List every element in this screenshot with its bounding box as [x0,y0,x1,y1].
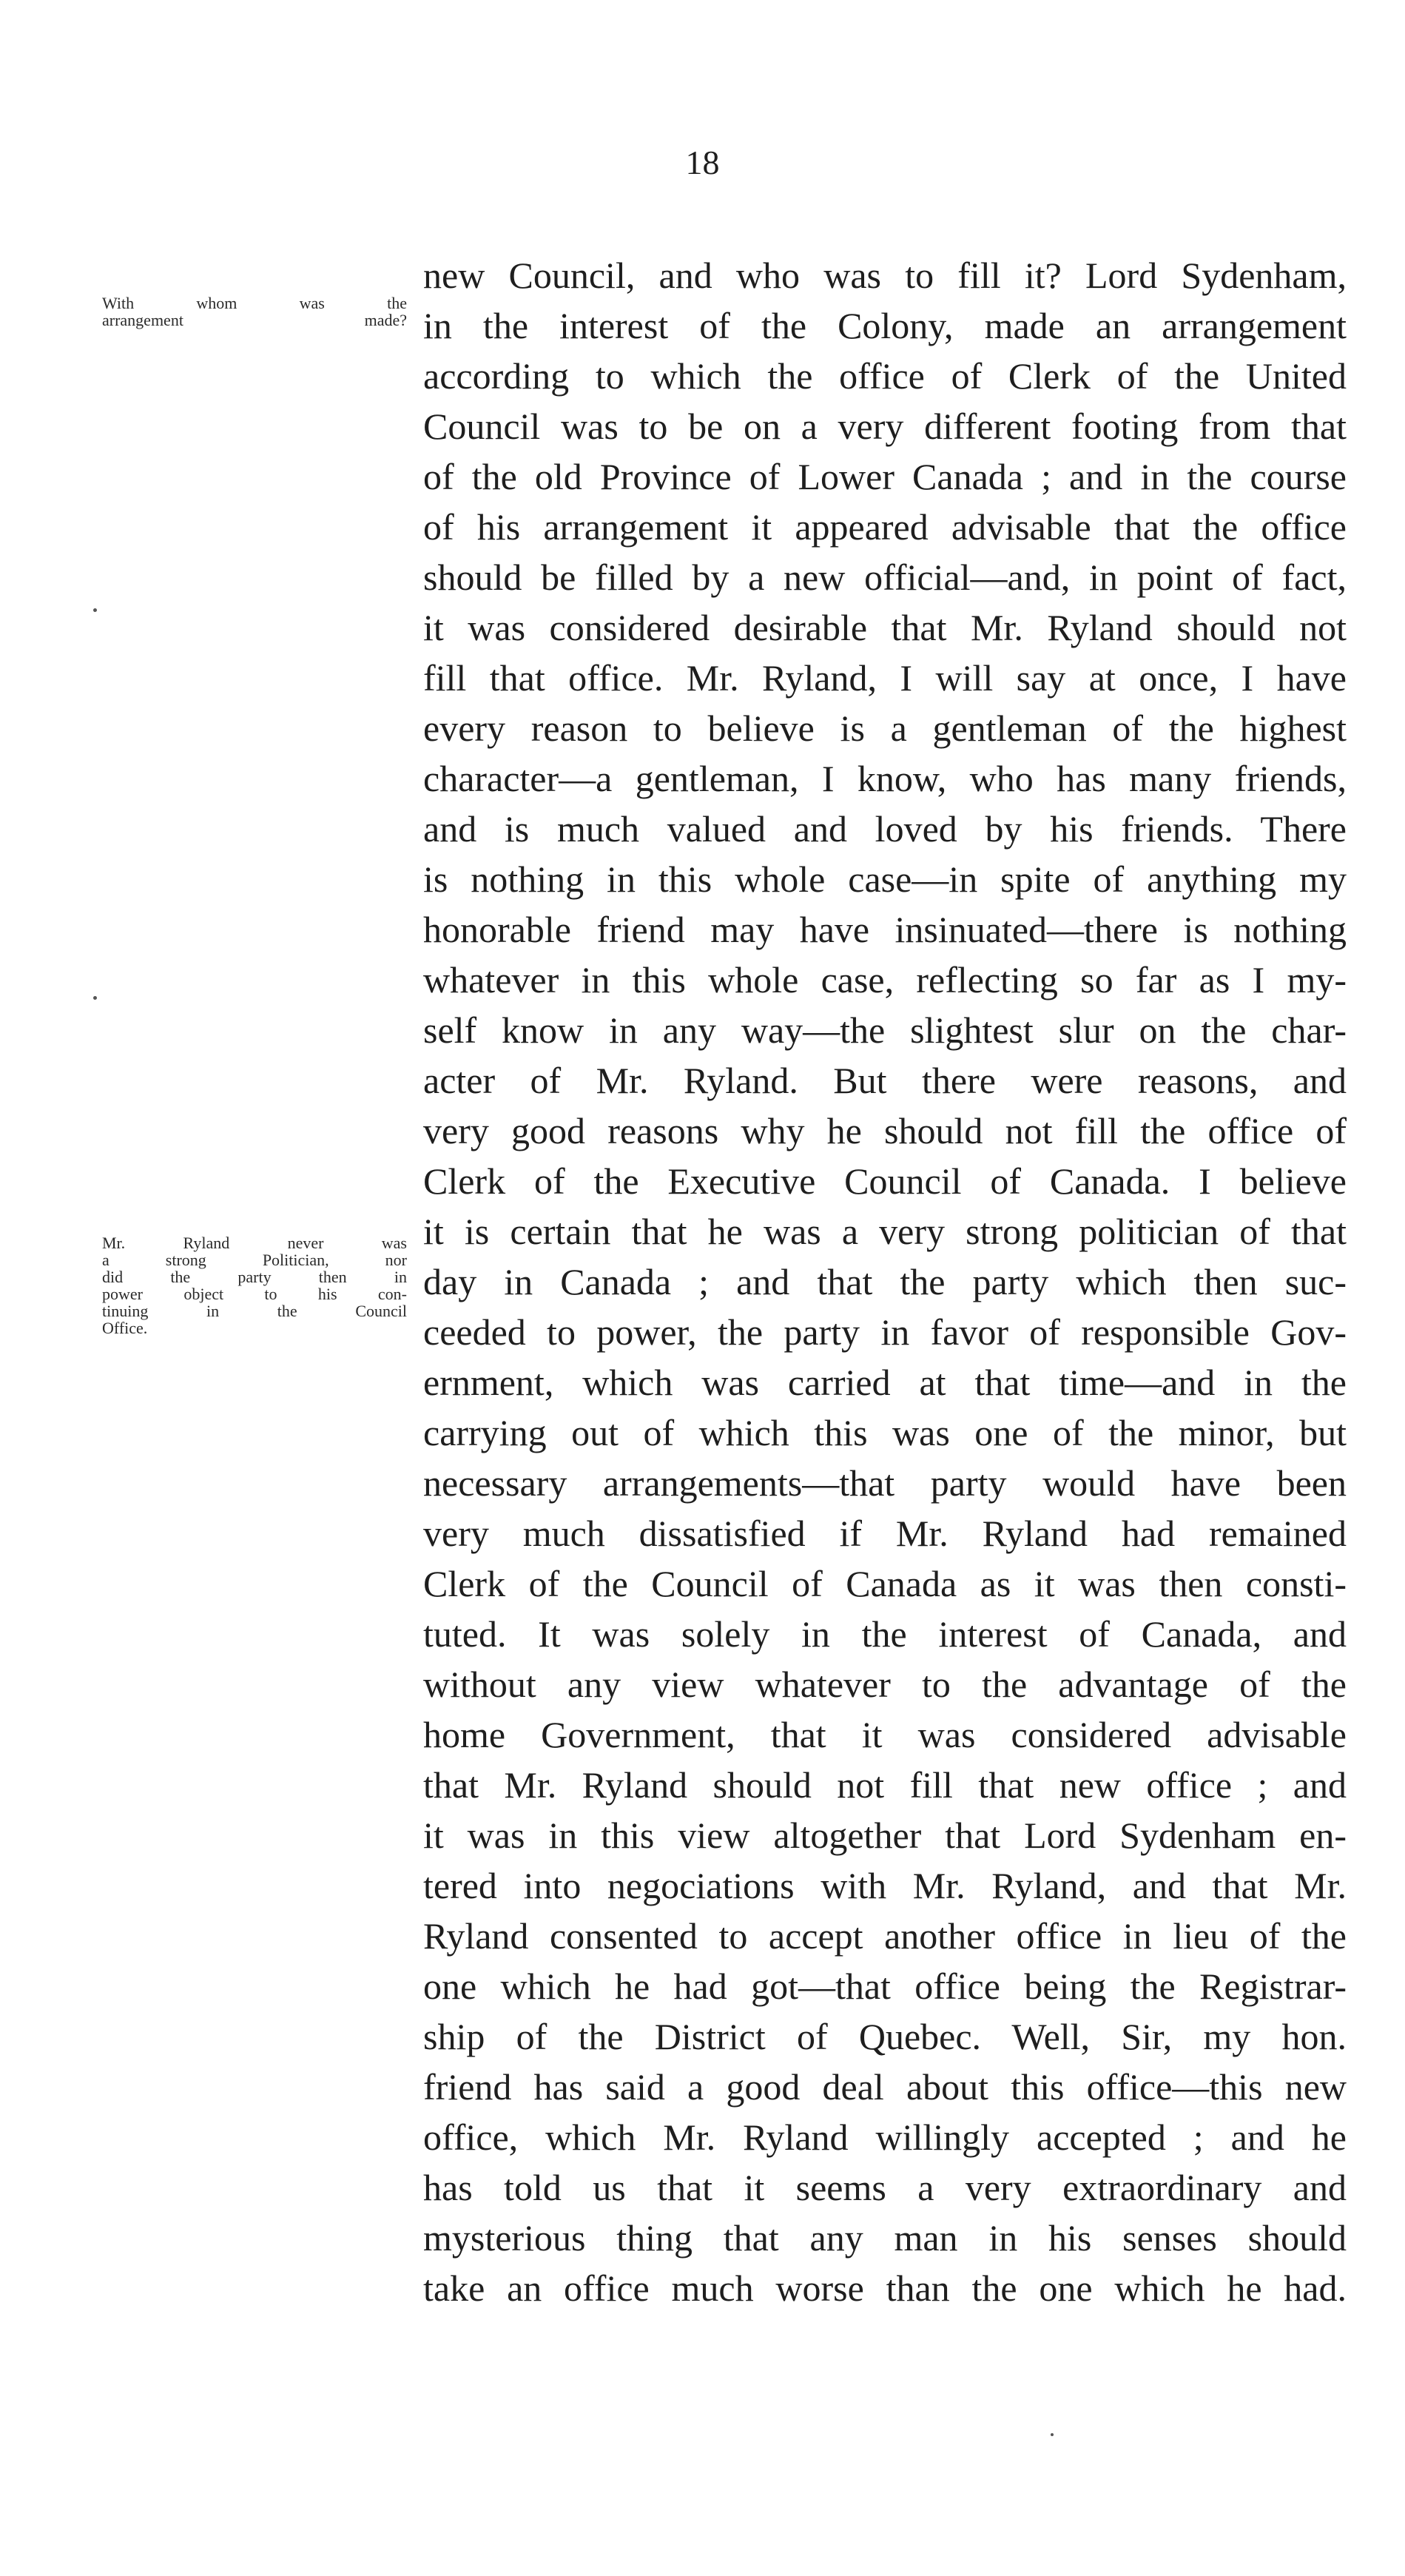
body-text [423,250,1347,2313]
body-line: every reason to believe is a gentleman of the highest [423,707,1347,749]
body-line: is nothing in this whole case—in spite of anything my [423,858,1347,900]
body-line: friend has said a good deal about this office—this new [423,2066,1347,2108]
body-line: fill that office. Mr. Ryland, I will say at once, I have [423,657,1347,699]
body-line: tered into negociations with Mr. Ryland, and that Mr. [423,1865,1347,1906]
body-line: of the old Province of Lower Canada ; and in the course [423,456,1347,497]
print-speck [1051,2433,1054,2436]
body-line: Clerk of the Executive Council of Canada. I believe [423,1160,1347,1202]
margin-note-line: a strong Politician, nor [102,1251,407,1269]
body-line: very much dissatisfied if Mr. Ryland had remained [423,1513,1347,1554]
page-number: 18 [685,144,720,181]
margin-note-arrangement [102,295,407,329]
body-line: one which he had got—that office being the Registrar- [423,1965,1347,2007]
body-line: take an office much worse than the one which he had. [423,2267,1347,2309]
body-line: ernment, which was carried at that time—and in the [423,1362,1347,1403]
body-line: self know in any way—the slightest slur on the char- [423,1009,1347,1051]
body-line: has told us that it seems a very extraordinary and [423,2167,1347,2208]
body-line: of his arrangement it appeared advisable that the office [423,506,1347,548]
margin-note-line: power object to his con- [102,1285,407,1303]
body-line: home Government, that it was considered advisable [423,1714,1347,1755]
body-line: office, which Mr. Ryland willingly accepted ; and he [423,2116,1347,2158]
body-line: character—a gentleman, I know, who has many friends, [423,758,1347,799]
body-line: new Council, and who was to fill it? Lord Sydenham, [423,255,1347,296]
margin-note-line: arrangement made? [102,311,407,329]
body-line: Ryland consented to accept another office in lieu of the [423,1915,1347,1957]
body-line: whatever in this whole case, reflecting so far as I my- [423,959,1347,1001]
body-line: mysterious thing that any man in his senses should [423,2217,1347,2259]
body-line: ceeded to power, the party in favor of responsible Gov- [423,1311,1347,1353]
body-line: honorable friend may have insinuated—there is nothing [423,909,1347,950]
body-line: Clerk of the Council of Canada as it was then consti- [423,1563,1347,1604]
margin-note-line: Mr. Ryland never was [102,1234,407,1252]
body-line: day in Canada ; and that the party which then suc- [423,1261,1347,1302]
body-line: it was in this view altogether that Lord Sydenham en- [423,1815,1347,1856]
body-line: ship of the District of Quebec. Well, Sir, my hon. [423,2016,1347,2057]
body-line: and is much valued and loved by his friends. There [423,808,1347,850]
margin-note-line: tinuing in the Council [102,1302,407,1320]
margin-note-line: Office. [102,1319,148,1337]
body-line: Council was to be on a very different footing from that [423,406,1347,447]
body-line: should be filled by a new official—and, in point of fact, [423,556,1347,598]
margin-note-ryland [102,1234,407,1336]
margin-note-line: With whom was the [102,294,407,312]
print-speck [93,608,97,612]
body-line: without any view whatever to the advantage of the [423,1664,1347,1705]
body-line: it was considered desirable that Mr. Ryland should not [423,607,1347,648]
body-line: carrying out of which this was one of the minor, but [423,1412,1347,1453]
body-line: it is certain that he was a very strong politician of that [423,1211,1347,1252]
body-line: that Mr. Ryland should not fill that new office ; and [423,1764,1347,1806]
print-speck [93,996,97,1000]
body-line: according to which the office of Clerk of the United [423,355,1347,397]
body-line: necessary arrangements—that party would have been [423,1462,1347,1504]
body-line: tuted. It was solely in the interest of Canada, and [423,1613,1347,1655]
margin-note-line: did the party then in [102,1268,407,1286]
body-line: acter of Mr. Ryland. But there were reasons, and [423,1060,1347,1101]
body-line: in the interest of the Colony, made an arrangement [423,305,1347,346]
body-line: very good reasons why he should not fill the office of [423,1110,1347,1151]
